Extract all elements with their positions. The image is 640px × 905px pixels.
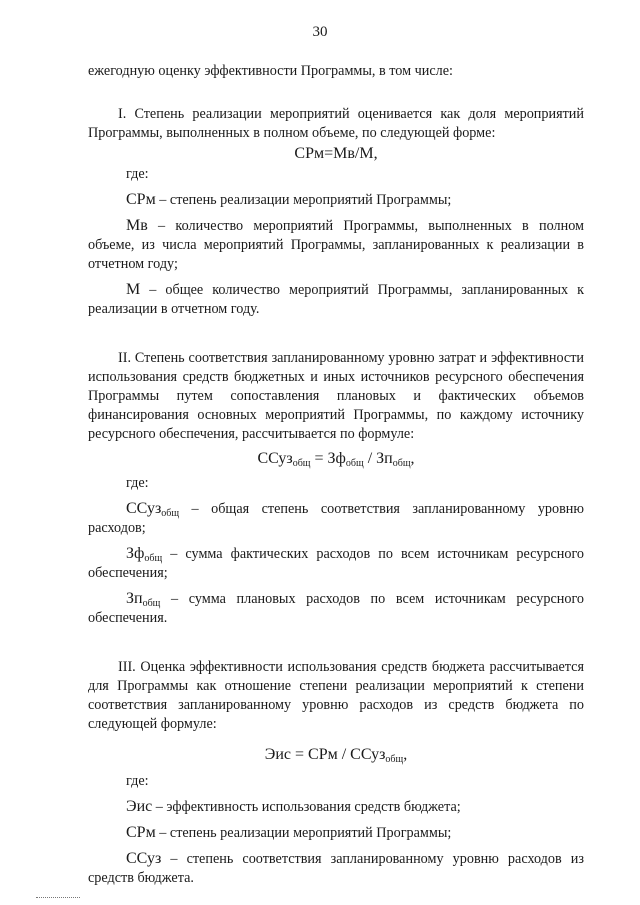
intro-line: ежегодную оценку эффективности Программы, в том числе:: [88, 63, 453, 79]
formula-part: ССуз: [257, 450, 293, 467]
symbol: ССуз: [126, 850, 162, 867]
subscript: общ: [392, 458, 411, 469]
where-label-2: где:: [126, 475, 149, 491]
page-number: 30: [312, 24, 328, 40]
where-label-1: где:: [126, 166, 149, 182]
definition-ssuz: [88, 499, 584, 538]
subscript: общ: [161, 508, 180, 519]
symbol: Зф: [126, 545, 145, 562]
definition-text: – степень реализации мероприятий Программы;: [155, 825, 452, 841]
symbol: СРм: [126, 824, 156, 841]
symbol: ССуз: [126, 500, 162, 517]
definition-text: – общая степень соответствия запланированному уровню расходов;: [88, 501, 584, 536]
definition-srm: [88, 190, 584, 210]
subscript: общ: [292, 458, 311, 469]
formula-part: Эис = СРм / ССуз: [264, 746, 386, 763]
definition-text: – количество мероприятий Программы, выполненных в полном объеме, из числа мероприятий Программы, запланированных к реализации в отчетном году;: [88, 218, 584, 272]
definition-srm-2: [88, 823, 584, 843]
formula-part: ,: [410, 450, 415, 467]
section-2-paragraph: II. Степень соответствия запланированному уровню затрат и эффективности использования средств бюджетных и иных источников ресурсного обеспечения Программы путем сопоставления плановых и фактических объемов финансирования основных мероприятий Программы, по каждому источнику ресурсного обеспечения, рассчитывается по формуле:: [88, 350, 584, 442]
symbol: Эис: [126, 798, 153, 815]
symbol: М: [126, 281, 141, 298]
subscript: общ: [345, 458, 364, 469]
subscript: общ: [385, 754, 404, 765]
definition-text: – сумма фактических расходов по всем источникам ресурсного обеспечения;: [88, 546, 584, 581]
scan-mark: [36, 897, 80, 898]
symbol: Зп: [126, 590, 143, 607]
definition-ssuz-2: [88, 849, 584, 888]
formula-part: ,: [403, 746, 408, 763]
formula-part: / Зп: [363, 450, 393, 467]
formula-1: СРм=Мв/М,: [294, 145, 378, 162]
subscript: общ: [142, 598, 161, 609]
definition-m: [88, 280, 584, 319]
formula-part: = Зф: [310, 450, 346, 467]
definition-text: – общее количество мероприятий Программы, запланированных к реализации в отчетном году.: [88, 282, 584, 317]
page-content: [88, 62, 584, 888]
where-label-3: где:: [126, 773, 149, 789]
symbol: СРм: [126, 191, 156, 208]
subscript: общ: [144, 553, 163, 564]
section-1-paragraph: I. Степень реализации мероприятий оценивается как доля мероприятий Программы, выполненных в полном объеме, по следующей форме:: [88, 106, 584, 141]
formula-2: [88, 448, 584, 470]
definition-text: – эффективность использования средств бюджета;: [152, 799, 461, 815]
symbol: Мв: [126, 217, 148, 234]
definition-text: – степень реализации мероприятий Программы;: [155, 192, 452, 208]
definition-text: – сумма плановых расходов по всем источникам ресурсного обеспечения.: [88, 591, 584, 626]
definition-text: – степень соответствия запланированному уровню расходов из средств бюджета.: [88, 851, 584, 886]
definition-eis: [88, 797, 584, 817]
formula-3: [88, 744, 584, 766]
definition-zf: [88, 544, 584, 583]
definition-mv: [88, 216, 584, 274]
section-3-paragraph: III. Оценка эффективности использования средств бюджета рассчитывается для Программы как отношение степени реализации мероприятий к степени соответствия запланированному уровню расходов из средств бюджета по следующей формуле:: [88, 659, 584, 732]
definition-zp: [88, 589, 584, 628]
